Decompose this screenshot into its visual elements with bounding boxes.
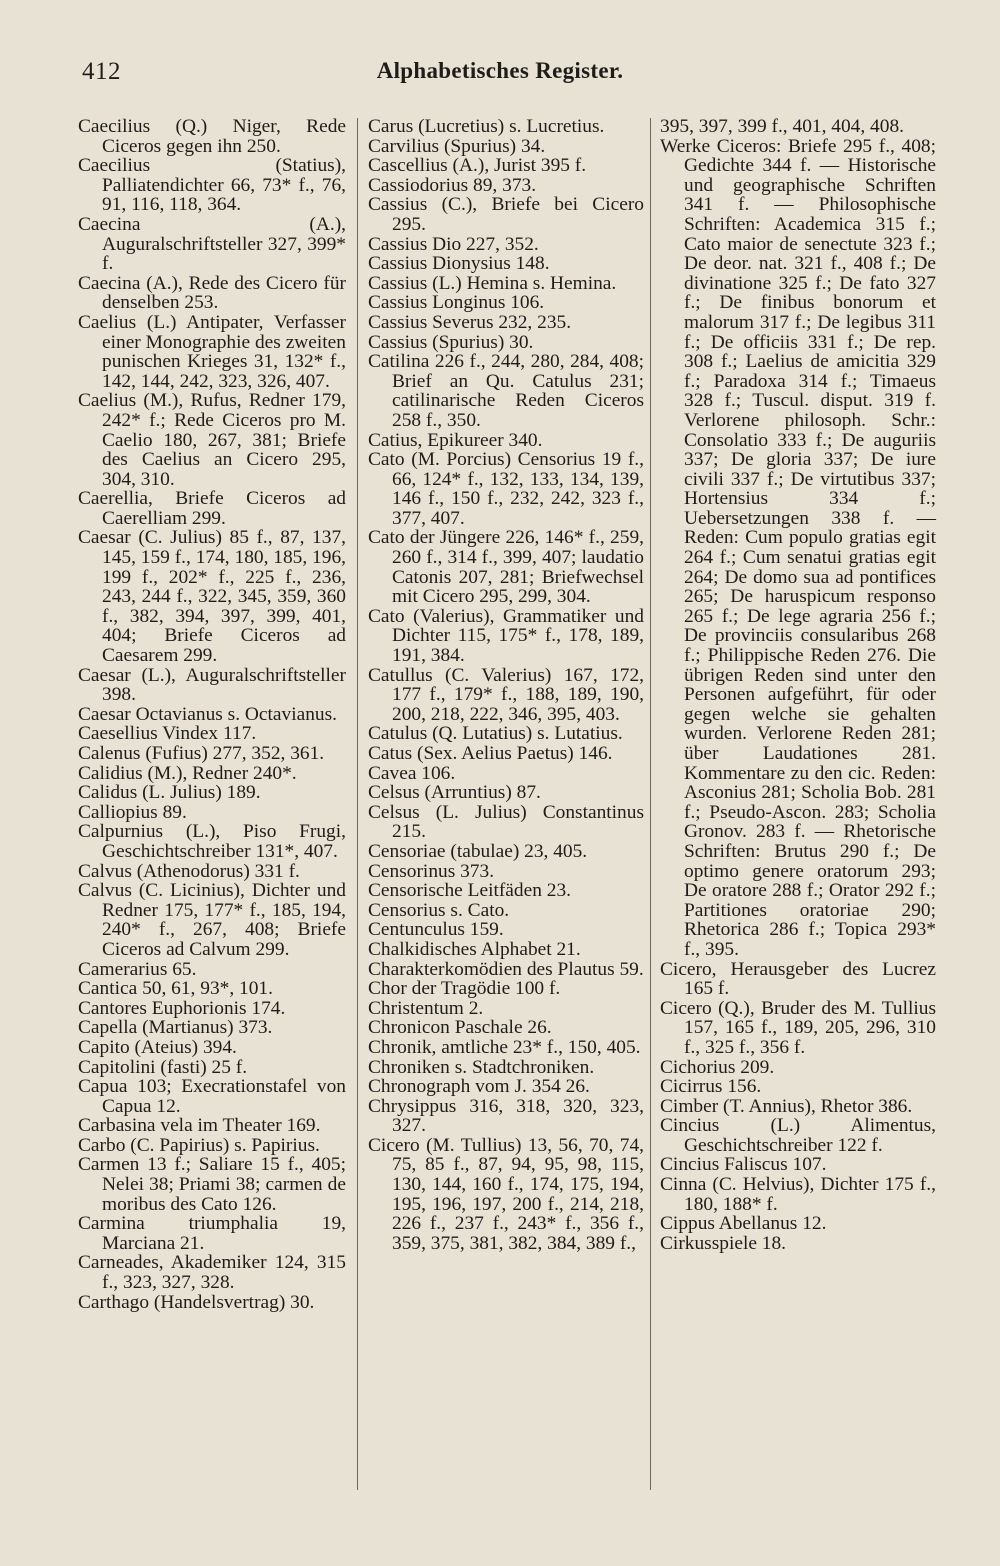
- index-entry: Chor der Tragödie 100 f.: [368, 978, 561, 1000]
- index-entry: Carbasina vela im Theater 169.: [78, 1115, 321, 1137]
- index-entry: Capito (Ateius) 394.: [78, 1036, 237, 1058]
- index-entry: Caecina (A.), Auguralschriftsteller 327, 399* f.: [78, 213, 346, 275]
- index-entry: Calvus (Athenodorus) 331 f.: [78, 860, 300, 882]
- index-entry: Capua 103; Execrationstafel von Capua 12.: [78, 1076, 346, 1117]
- index-entry: Calliopius 89.: [78, 801, 187, 823]
- index-entry: Cascellius (A.), Jurist 395 f.: [368, 155, 587, 177]
- index-entry: Carmina triumphalia 19, Marciana 21.: [78, 1213, 346, 1254]
- column-divider: [357, 118, 358, 1490]
- index-entry: Camerarius 65.: [78, 958, 197, 980]
- index-entry: Cicero, Herausgeber des Lucrez 165 f.: [660, 958, 936, 1000]
- index-entry: Carvilius (Spurius) 34.: [368, 135, 546, 157]
- index-entry: Carthago (Handelsvertrag) 30.: [78, 1291, 315, 1313]
- index-entry: Calpurnius (L.), Piso Frugi, Geschichtschreiber 131*, 407.: [78, 821, 346, 862]
- index-entry: Cassius Dio 227, 352.: [368, 233, 539, 255]
- index-entry: Christentum 2.: [368, 997, 484, 1019]
- index-entry: Cato (Valerius), Grammatiker und Dichter 115, 175* f., 178, 189, 191, 384.: [368, 605, 644, 667]
- index-entry: Caecilius (Q.) Niger, Rede Ciceros gegen ihn 250.: [78, 116, 346, 157]
- index-entry: Carneades, Akademiker 124, 315 f., 323, 327, 328.: [78, 1252, 346, 1294]
- index-entry: Cantores Euphorionis 174.: [78, 997, 286, 1019]
- index-entry: Cato (M. Porcius) Censorius 19 f., 66, 124* f., 132, 133, 134, 139, 146 f., 150 f., 232, 242, 323 f., 377, 407.: [368, 449, 644, 529]
- index-entry: Catus (Sex. Aelius Paetus) 146.: [368, 743, 613, 764]
- index-entry: Catius, Epikureer 340.: [368, 429, 543, 451]
- index-entry: Censorische Leitfäden 23.: [368, 880, 571, 902]
- index-entry: Chronicon Paschale 26.: [368, 1017, 552, 1039]
- running-head: Alphabetisches Register.: [376, 58, 624, 83]
- index-entry: Caerellia, Briefe Ciceros ad Caerelliam 299.: [78, 488, 346, 529]
- index-entry: Caecina (A.), Rede des Cicero für denselben 253.: [78, 272, 346, 314]
- index-entry: Censoriae (tabulae) 23, 405.: [368, 840, 588, 862]
- index-entry: Caesar Octavianus s. Octavianus.: [78, 703, 337, 725]
- index-entry: Caesellius Vindex 117.: [78, 723, 257, 745]
- index-entry: Calenus (Fufius) 277, 352, 361.: [78, 743, 325, 764]
- index-entry: Catilina 226 f., 244, 280, 284, 408; Brief an Qu. Catulus 231; catilinarische Reden Ciceros 258 f., 350.: [368, 351, 644, 431]
- index-entry: Catulus (Q. Lutatius) s. Lutatius.: [368, 723, 623, 745]
- index-entry: Carus (Lucretius) s. Lucretius.: [368, 116, 605, 137]
- index-entry: Capitolini (fasti) 25 f.: [78, 1056, 248, 1078]
- index-entry: Charakterkomödien des Plautus 59.: [368, 958, 644, 980]
- index-entry: Cato der Jüngere 226, 146* f., 259, 260 f., 314 f., 399, 407; laudatio Catonis 207, 281; Briefwechsel mit Cicero 295, 299, 304.: [368, 527, 644, 608]
- index-entry: Caecilius (Statius), Palliatendichter 66, 73* f., 76, 91, 116, 118, 364.: [78, 155, 346, 216]
- index-entry: Celsus (Arruntius) 87.: [368, 782, 541, 804]
- index-entry: Cassius Dionysius 148.: [368, 253, 550, 275]
- index-entry: 395, 397, 399 f., 401, 404, 408.: [660, 116, 904, 137]
- index-entry: Cimber (T. Annius), Rhetor 386.: [660, 1095, 913, 1117]
- index-entry: Calidius (M.), Redner 240*.: [78, 762, 297, 784]
- index-entry: Calidus (L. Julius) 189.: [78, 782, 261, 804]
- index-entry: Cavea 106.: [368, 762, 456, 784]
- index-column-3: [660, 117, 936, 1253]
- index-entry: Centunculus 159.: [368, 919, 504, 941]
- index-column-1: [78, 117, 346, 1312]
- index-entry: Cassius Severus 232, 235.: [368, 311, 572, 333]
- index-entry: Cicero (Q.), Bruder des M. Tullius 157, 165 f., 189, 205, 296, 310 f., 325 f., 356 f.: [660, 997, 936, 1058]
- index-entry: Caesar (C. Julius) 85 f., 87, 137, 145, 159 f., 174, 180, 185, 196, 199 f., 202* f., 225 f., 236, 243, 244 f., 322, 345, 359, 360 f., 382, 394, 397, 399, 401, 404; Briefe Ciceros ad Caesarem 299.: [78, 527, 346, 667]
- index-entry: Cichorius 209.: [660, 1056, 775, 1078]
- index-entry: Cassius (Spurius) 30.: [368, 331, 534, 353]
- index-entry: Chronograph vom J. 354 26.: [368, 1076, 590, 1098]
- index-entry: Cicero (M. Tullius) 13, 56, 70, 74, 75, 85 f., 87, 94, 95, 98, 115, 130, 144, 160 f., 174, 175, 194, 195, 196, 197, 200 f., 214, 218, 226 f., 237 f., 243* f., 356 f., 359, 375, 381, 382, 384, 389 f.,: [368, 1134, 644, 1254]
- index-entry: Calvus (C. Licinius), Dichter und Redner 175, 177* f., 185, 194, 240* f., 267, 408; Briefe Ciceros ad Calvum 299.: [78, 880, 346, 960]
- index-entry: Cassius Longinus 106.: [368, 292, 545, 314]
- index-entry: Chrysippus 316, 318, 320, 323, 327.: [368, 1095, 644, 1137]
- index-entry: Cicirrus 156.: [660, 1076, 762, 1098]
- index-column-2: [368, 117, 644, 1253]
- index-entry: Carmen 13 f.; Saliare 15 f., 405; Nelei 38; Priami 38; carmen de moribus des Cato 126.: [78, 1154, 346, 1215]
- index-entry: Cippus Abellanus 12.: [660, 1213, 827, 1235]
- index-entry: Carbo (C. Papirius) s. Papirius.: [78, 1134, 320, 1156]
- index-entry: Cincius (L.) Alimentus, Geschichtschreiber 122 f.: [660, 1115, 936, 1156]
- index-entry: Censorinus 373.: [368, 860, 495, 882]
- index-entry: Chalkidisches Alphabet 21.: [368, 938, 581, 960]
- index-entry: Cinna (C. Helvius), Dichter 175 f., 180, 188* f.: [660, 1174, 936, 1215]
- column-divider: [650, 118, 651, 1490]
- index-entry: Chroniken s. Stadtchroniken.: [368, 1056, 595, 1078]
- index-entry: Cantica 50, 61, 93*, 101.: [78, 978, 273, 1000]
- index-entry: Capella (Martianus) 373.: [78, 1017, 273, 1039]
- index-entry: Cassius (C.), Briefe bei Cicero 295.: [368, 194, 644, 235]
- index-entry: Caelius (L.) Antipater, Verfasser einer Monographie des zweiten punischen Krieges 31, 132* f., 142, 144, 242, 323, 326, 407.: [78, 311, 346, 392]
- index-entry: Chronik, amtliche 23* f., 150, 405.: [368, 1036, 641, 1058]
- index-entry: Cincius Faliscus 107.: [660, 1154, 827, 1176]
- index-entry: Cassius (L.) Hemina s. Hemina.: [368, 272, 617, 294]
- index-entry: Cirkusspiele 18.: [660, 1232, 787, 1254]
- index-entry: Caesar (L.), Auguralschriftsteller 398.: [78, 664, 346, 706]
- index-entry: Caelius (M.), Rufus, Redner 179, 242* f.; Rede Ciceros pro M. Caelio 180, 267, 381; Briefe des Caelius an Cicero 295, 304, 310.: [78, 390, 346, 490]
- page-number: 412: [82, 58, 121, 85]
- index-entry: Censorius s. Cato.: [368, 899, 510, 921]
- index-entry: Catullus (C. Valerius) 167, 172, 177 f., 179* f., 188, 189, 190, 200, 218, 222, 346, 395, 403.: [368, 664, 644, 725]
- index-entry: Cassiodorius 89, 373.: [368, 174, 537, 196]
- index-entry: Celsus (L. Julius) Constantinus 215.: [368, 801, 644, 843]
- index-entry: Werke Ciceros: Briefe 295 f., 408; Gedichte 344 f. — Historische und geographische Schriften 341 f. — Philosophische Schriften: Academica 315 f.; Cato maior de senectute 323 f.; De deor. nat. 321 f., 408 f.; De divinatione 325 f.; De fato 327 f.; De finibus bonorum et malorum 317 f.; De legibus 311 f.; De officiis 331 f.; De rep. 308 f.; Laelius de amicitia 329 f.; Paradoxa 314 f.; Timaeus 328 f.; Tuscul. disput. 319 f. Verlorene philosoph. Schr.: Consolatio 333 f.; De auguriis 337; De gloria 337; De iure civili 337 f.; De virtutibus 337; Hortensius 334 f.; Uebersetzungen 338 f. — Reden: Cum populo gratias egit 264 f.; Cum senatui gratias egit 264; De domo sua ad pontifices 265; De haruspicum responso 265 f.; De lege agraria 256 f.; De provinciis consularibus 268 f.; Philippische Reden 276. Die übrigen Reden sind unter den Personen aufgeführt, für oder gegen welche sie gehalten wurden. Verlorene Reden 281; über Laudationes 281. Kommentare zu den cic. Reden: Asconius 281; Scholia Bob. 281 f.; Pseudo-Ascon. 283; Scholia Gronov. 283 f. — Rhetorische Schriften: Brutus 290 f.; De optimo genere oratorum 293; De oratore 288 f.; Orator 292 f.; Partitiones oratoriae 290; Rhetorica 286 f.; Topica 293* f., 395.: [660, 135, 936, 960]
